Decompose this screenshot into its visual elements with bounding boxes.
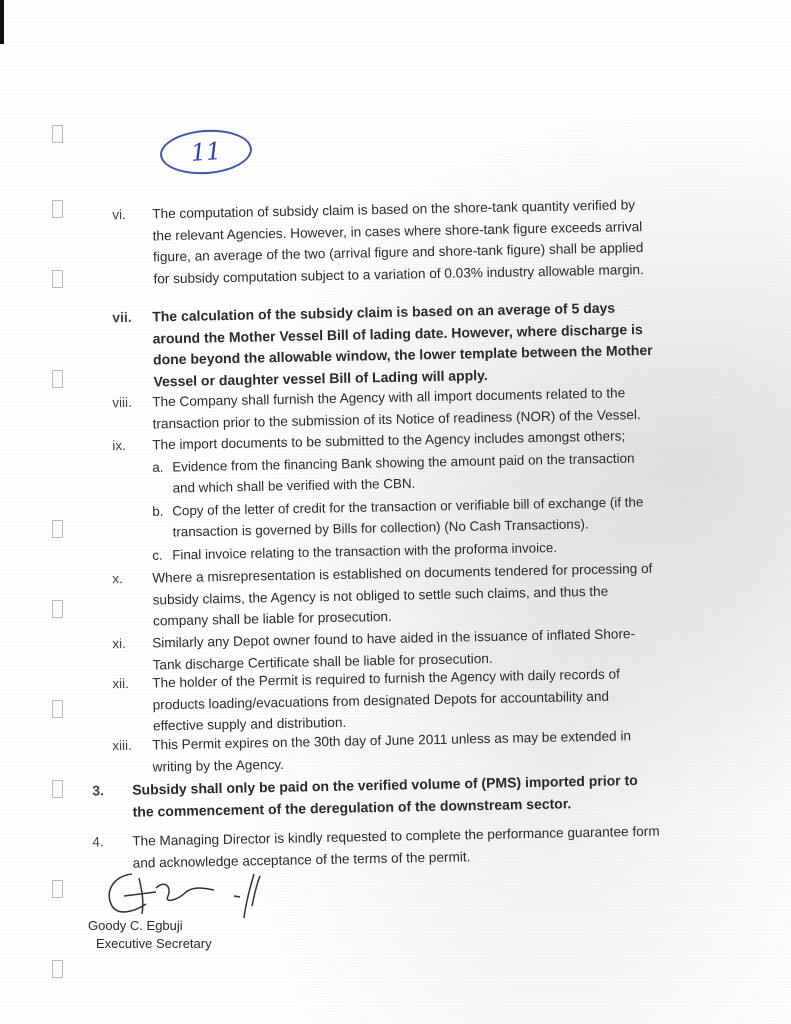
paragraph-4 [92, 821, 660, 871]
clause-number: x. [112, 571, 123, 587]
handwritten-signature [94, 866, 284, 926]
clause-number: viii. [112, 394, 133, 411]
clause-vii [112, 297, 657, 389]
clause-number: xiii. [112, 737, 133, 754]
sub-item-text: Final invoice relating to the transaction with the proforma invoice. [172, 540, 558, 563]
clause-number: xi. [112, 635, 126, 652]
clause-number: ix. [112, 437, 126, 454]
sub-item-text: Copy of the letter of credit for the transaction or verifiable bill of exchange (if the transaction is governed by Bills for collection) (No Cash Transactions). [172, 494, 644, 540]
clause-number: xii. [112, 675, 130, 692]
clause-number: vi. [112, 206, 126, 223]
clause-text: Similarly any Depot owner found to have aided in the issuance of inflated Shore-Tank discharge Certificate shall be liable for prosecution. [152, 626, 636, 672]
clause-text: Where a misrepresentation is established on documents tendered for processing of subsidy claims, the Agency is not obliged to settle such claims, and thus the company shall be liable for prosecution. [152, 560, 653, 629]
handwritten-page-number: 11 [159, 127, 254, 177]
paragraph-number: 3. [92, 782, 105, 799]
clause-text: The Company shall furnish the Agency with all import documents related to the transaction prior to the submission of its Notice of readiness (NOR) of the Vessel. [152, 385, 641, 431]
paragraph-text: Subsidy shall only be paid on the verified volume of (PMS) imported prior to the commencement of the deregulation of the downstream sector. [132, 771, 638, 820]
clause-text: The calculation of the subsidy claim is based on an average of 5 days around the Mother Vessel Bill of lading date. However, where discharge is done beyond the allowable window, the lower template between the Mother Vessel or daughter vessel Bill of Lading will apply. [152, 299, 653, 389]
paragraph-number: 4. [92, 834, 104, 850]
clause-text: The holder of the Permit is required to furnish the Agency with daily records of products loading/evacuations from designated Depots for accountability and effective supply and distribution. [152, 666, 621, 734]
sub-item-text: Evidence from the financing Bank showing the amount paid on the transaction and which shall be verified with the CBN. [172, 450, 635, 496]
signatory-title: Executive Secretary [96, 936, 212, 951]
sub-item-letter: c. [152, 547, 163, 563]
clause-text: The import documents to be submitted to the Agency includes amongst others; [152, 428, 626, 453]
signatory-name: Goody C. Egbuji [88, 918, 183, 933]
clause-number: vii. [112, 308, 132, 326]
clause-text: The computation of subsidy claim is based on the shore-tank quantity verified by the relevant Agencies. However, in cases where shore-tank figure exceeds arrival figure, an average of the two (arrival figure and shore-tank figure) shall be applied for subsidy computation subject to a variation of 0.03% industry allowable margin. [152, 197, 644, 286]
paragraph-text: The Managing Director is kindly requested to complete the performance guarantee form and acknowledge acceptance of the terms of the permit. [132, 823, 660, 871]
sub-item-letter: b. [152, 503, 164, 519]
clause-vi [112, 194, 657, 286]
sub-item-letter: a. [152, 459, 164, 475]
clause-text: This Permit expires on the 30th day of June 2011 unless as may be extended in writing by the Agency. [152, 728, 632, 774]
